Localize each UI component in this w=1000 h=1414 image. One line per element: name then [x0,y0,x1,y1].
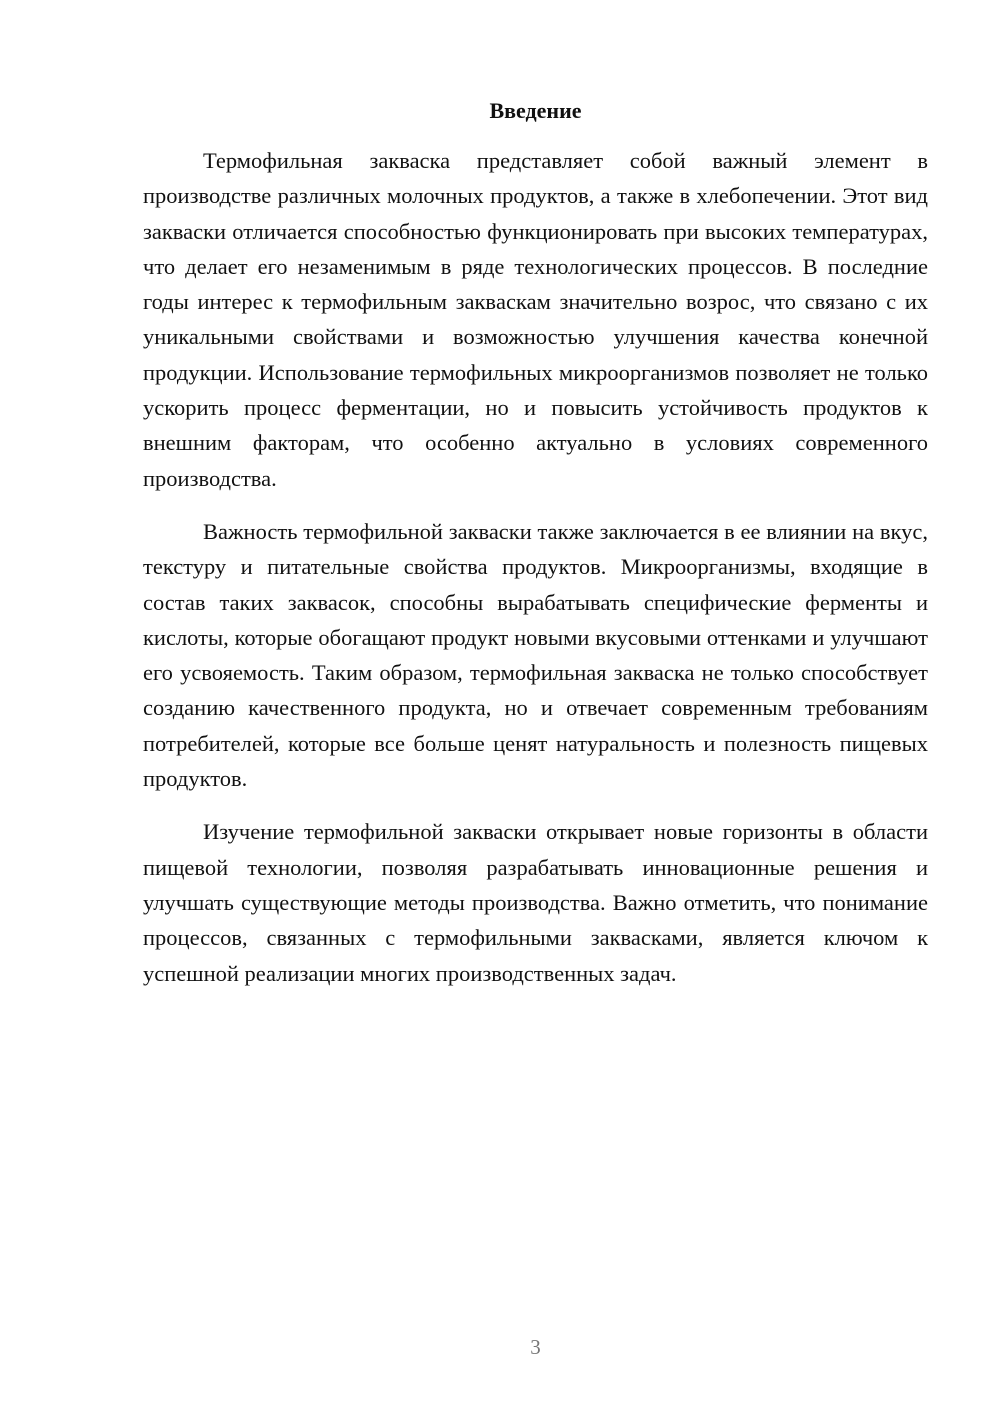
paragraph-2: Важность термофильной закваски также заключается в ее влиянии на вкус, текстуру и питательные свойства продуктов. Микроорганизмы, входящие в состав таких заквасок, способны вырабатывать специфические ферменты и кислоты, которые обогащают продукт новыми вкусовыми оттенками и улучшают его усвояемость. Таким образом, термофильная закваска не только способствует созданию качественного продукта, но и отвечает современным требованиям потребителей, которые все больше ценят натуральность и полезность пищевых продуктов. [143,518,928,792]
section-title: Введение [489,98,582,123]
page-number: 3 [530,1335,541,1359]
paragraph-1: Термофильная закваска представляет собой важный элемент в производстве различных молочных продуктов, а также в хлебопечении. Этот вид закваски отличается способностью функционировать при высоких температурах, что делает его незаменимым в ряде технологических процессов. В последние годы интерес к термофильным заквaскам значительно возрос, что связано с их уникальными свойствами и возможностью улучшения качества конечной продукции. Использование термофильных микроорганизмов позволяет не только ускорить процесс ферментации, но и повысить устойчивость продуктов к внешним факторам, что особенно актуально в условиях современного производства. [143,148,928,491]
paragraph-3: Изучение термофильной закваски открывает новые горизонты в области пищевой технологии, позволяя разрабатывать инновационные решения и улучшать существующие методы производства. Важно отметить, что понимание процессов, связанных с термофильными заквасками, является ключом к успешной реализации многих производственных задач. [143,819,928,986]
body-text [143,143,928,991]
